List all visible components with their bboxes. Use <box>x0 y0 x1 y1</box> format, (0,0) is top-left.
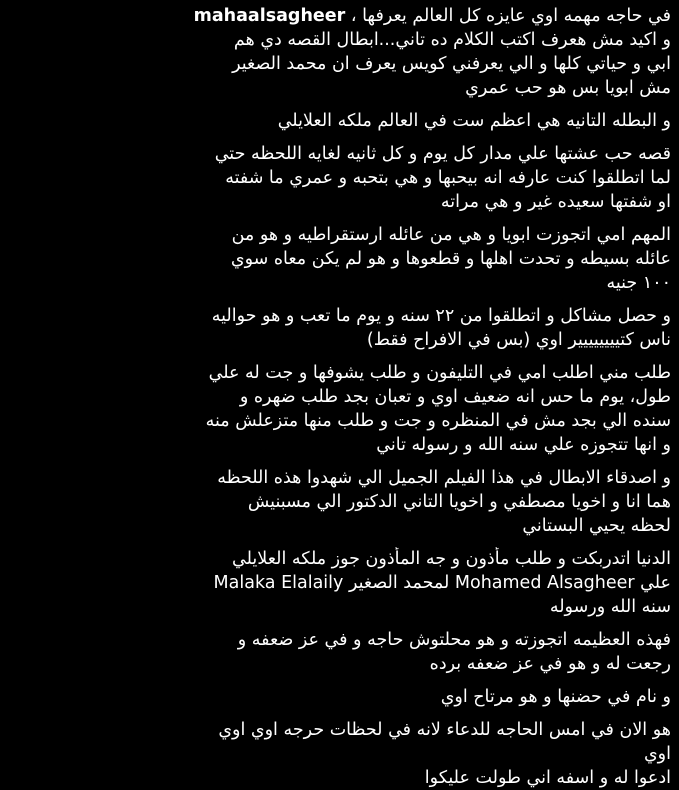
caption-line: و انها تتجوزه علي سنه الله و رسوله تاني <box>376 435 671 455</box>
caption-line: اوي <box>643 744 671 764</box>
caption-line: المهم امي اتجوزت ابويا و هي من عائله ارستقراطيه و هو من <box>231 225 671 245</box>
caption-line: رجعت له و هو في عز ضعفه برده <box>429 654 671 674</box>
caption-line: طول، يوم ما حس انه ضعيف اوي و تعبان بجد طلب ضهره و <box>239 387 671 407</box>
caption-line: عائله بسيطه و تحدت اهلها و قطعوها و هو لم يكن معاه سوي <box>230 249 671 269</box>
caption-line: Malaka Elalaily لمحمد الصغير Mohamed Alsagheer علي <box>213 573 671 593</box>
caption-line: او شفتها سعيده غير و هي مراته <box>440 192 671 212</box>
caption-line: فهذه العظيمه اتجوزته و هو محلتوش حاجه و في عز ضعفه و <box>237 630 671 650</box>
caption-line: و اصدقاء الابطال في هذا الفيلم الجميل الي شهدوا هذه اللحظه <box>217 468 671 488</box>
caption-line: هما انا و اخويا مصطفي و اخويا التاني الدكتور الي مسبنيش <box>247 492 671 512</box>
caption-line: هو الان في امس الحاجه للدعاء لانه في لحظات حرجه اوي اوي <box>218 720 671 740</box>
caption-line: الدنيا اتدربكت و طلب مأذون و جه المأذون جوز ملكه العلايلي <box>232 549 671 569</box>
caption-line: و حصل مشاكل و اتطلقوا من ٢٢ سنه و يوم ما تعب و هو حواليه <box>211 306 671 326</box>
caption-line: لما اتطلقوا كنت عارفه انه بيحبها و هي بتحبه و عمري ما شفته <box>225 168 671 188</box>
caption-line: لحظه يحيي البستاني <box>522 516 671 536</box>
caption-line: قصه حب عشتها علي مدار كل يوم و كل ثانيه لغايه اللحظه حتي <box>214 144 671 164</box>
caption-line: ادعوا له و اسفه اني طولت عليكوا <box>424 768 671 788</box>
caption-line: مش ابويا بس هو حب عمري <box>465 78 671 98</box>
caption-line: طلب مني اطلب امي في التليفون و طلب يشوفها و جت له علي <box>208 363 671 383</box>
caption-line: سنده الي بجد مش في المنظره و جت و طلب منها متزعلش منه <box>205 411 671 431</box>
caption-line: في حاجه مهمه اوي عايزه كل العالم يعرفها ، <box>350 6 671 26</box>
caption-line: ناس كتيييييييير اوي (بس في الافراح فقط) <box>366 330 671 350</box>
caption-line: ابي و حياتي كلها و الي يعرفني كويس يعرف ان محمد الصغير <box>232 54 671 74</box>
caption-line: ١٠٠ جنيه <box>606 273 671 293</box>
username-link[interactable]: mahaalsagheer <box>193 6 346 26</box>
post-caption <box>8 4 671 788</box>
caption-line: و نام في حضنها و هو مرتاح اوي <box>440 687 671 707</box>
caption-line: و اكيد مش هعرف اكتب الكلام ده تاني...ابطال القصه دي هم <box>233 30 671 50</box>
caption-line: سنه الله ورسوله <box>549 597 671 617</box>
caption-first-line <box>8 4 671 28</box>
caption-line: و البطله التانيه هي اعظم ست في العالم ملكه العلايلي <box>277 111 671 131</box>
